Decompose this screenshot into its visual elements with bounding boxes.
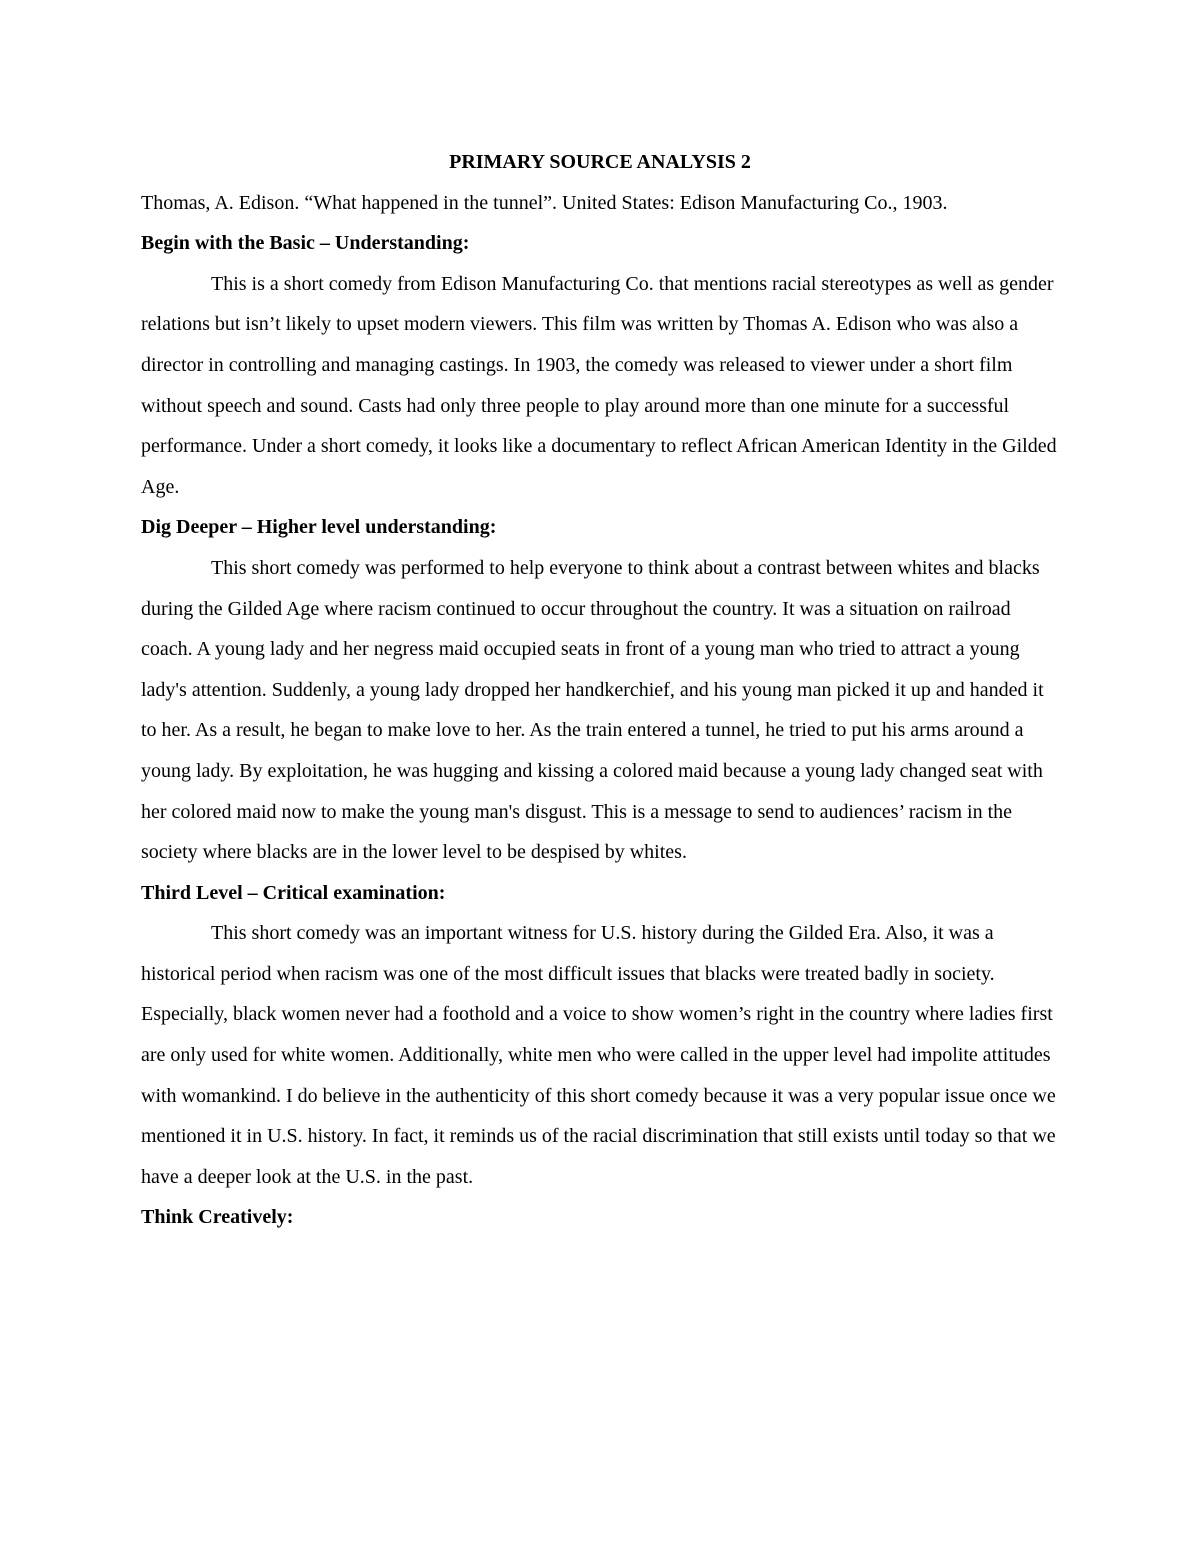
- document-title: PRIMARY SOURCE ANALYSIS 2: [449, 151, 751, 173]
- section-heading-critical: Third Level – Critical examination:: [141, 881, 446, 904]
- section-paragraph-deeper: This short comedy was performed to help everyone to think about a contrast between whites and blacks during the Gilded Age where racism continued to occur throughout the country. It was a situation on railroad coach. A young lady and her negress maid occupied seats in front of a young man who tried to attract a young lady's attention. Suddenly, a young lady dropped her handkerchief, and his young man picked it up and handed it to her. As a result, he began to make love to her. As the train entered a tunnel, he tried to put his arms around a young lady. By exploitation, he was hugging and kissing a colored maid because a young lady changed seat with her colored maid now to make the young man's disgust. This is a message to send to audiences’ racism in the society where blacks are in the lower level to be despised by whites.: [141, 556, 1044, 864]
- section-paragraph-critical: This short comedy was an important witness for U.S. history during the Gilded Era. Also, it was a historical period when racism was one of the most difficult issues that blacks were treated badly in society. Especially, black women never had a foothold and a voice to show women’s right in the country where ladies first are only used for white women. Additionally, white men who were called in the upper level had impolite attitudes with womankind. I do believe in the authenticity of this short comedy because it was a very popular issue once we mentioned it in U.S. history. In fact, it reminds us of the racial discrimination that still exists until today so that we have a deeper look at the U.S. in the past.: [141, 922, 1056, 1188]
- citation: Thomas, A. Edison. “What happened in the tunnel”. United States: Edison Manufacturing Co., 1903.: [141, 191, 948, 214]
- section-heading-creative: Think Creatively:: [141, 1206, 294, 1229]
- section-heading-deeper: Dig Deeper – Higher level understanding:: [141, 516, 497, 539]
- section-heading-basic: Begin with the Basic – Understanding:: [141, 232, 470, 255]
- section-paragraph-basic: This is a short comedy from Edison Manufacturing Co. that mentions racial stereotypes as well as gender relations but isn’t likely to upset modern viewers. This film was written by Thomas A. Edison who was also a director in controlling and managing castings. In 1903, the comedy was released to viewer under a short film without speech and sound. Casts had only three people to play around more than one minute for a successful performance. Under a short comedy, it looks like a documentary to reflect African American Identity in the Gilded Age.: [141, 272, 1057, 498]
- document-page: [141, 142, 1059, 1238]
